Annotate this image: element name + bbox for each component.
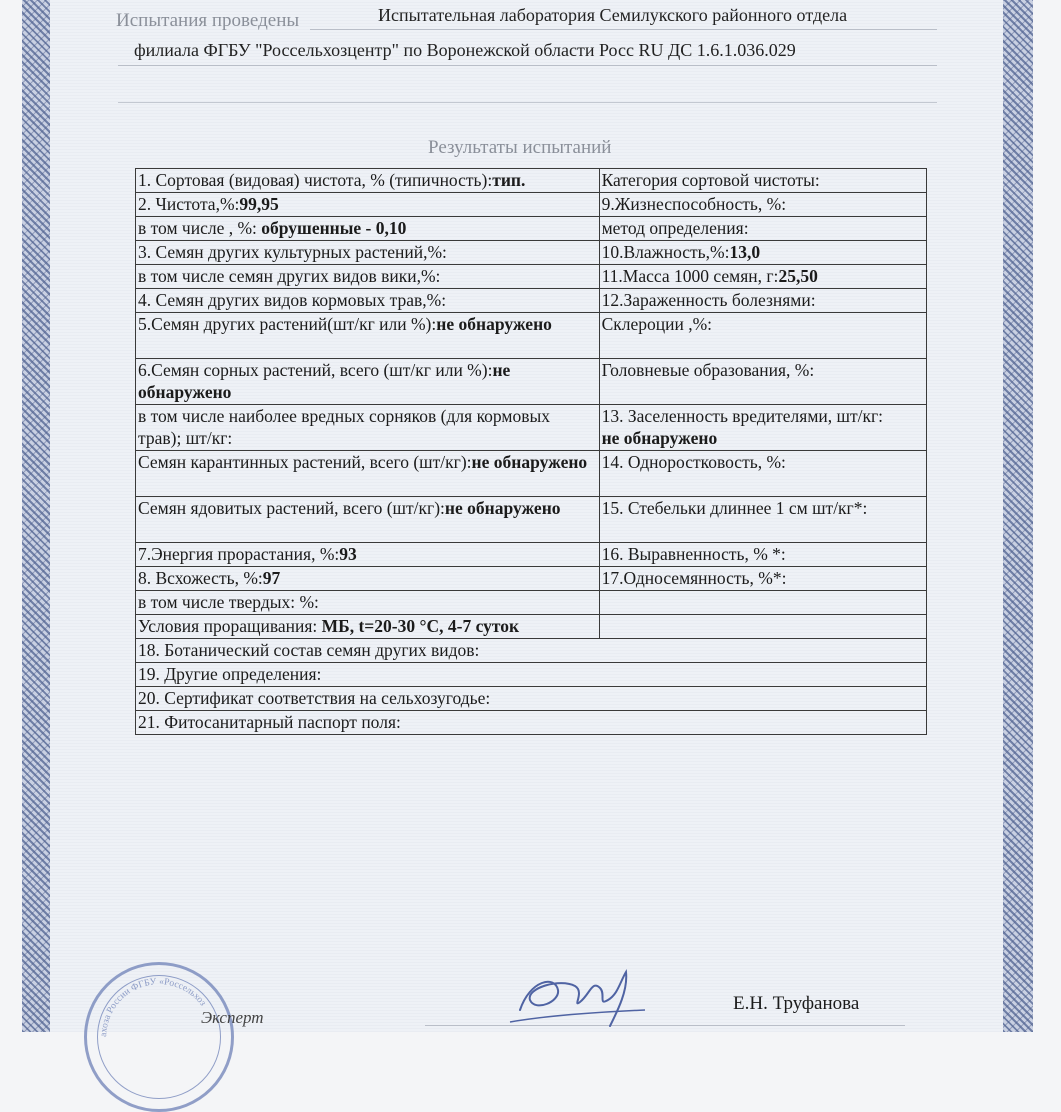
cell-value: не обнаружено: [436, 314, 552, 334]
results-cell-left: [136, 497, 600, 543]
cell-label: 16. Выравненность, % *:: [601, 544, 786, 564]
results-cell-full: 20. Сертификат соответствия на сельхозугодье:: [136, 687, 927, 711]
results-cell-right: [599, 451, 926, 497]
results-cell-left: [136, 265, 600, 289]
cell-label: в том числе семян других видов вики,%:: [138, 266, 441, 286]
results-row: [136, 265, 927, 289]
cell-value: обрушенные - 0,10: [261, 218, 407, 238]
official-stamp: [84, 962, 234, 1112]
cell-value: 97: [262, 568, 281, 588]
cell-label: Условия проращивания:: [138, 616, 322, 636]
results-cell-left: [136, 405, 600, 451]
handwritten-signature: [500, 960, 650, 1032]
results-cell-left: [136, 193, 600, 217]
results-row: [136, 169, 927, 193]
cell-label: в том числе наиболее вредных сорняков (для кормовых трав); шт/кг:: [138, 406, 551, 448]
results-cell-right: [599, 543, 926, 567]
results-cell-right: [599, 289, 926, 313]
results-row-full: [136, 687, 927, 711]
cell-value: не обнаружено: [601, 428, 718, 448]
cell-label: Семян ядовитых растений, всего (шт/кг):: [138, 498, 445, 518]
results-row: [136, 241, 927, 265]
cell-label: в том числе твердых: %:: [138, 592, 319, 612]
results-cell-left: [136, 241, 600, 265]
signature-line: [425, 1025, 905, 1026]
cell-label: 1. Сортовая (видовая) чистота, % (типичность):: [138, 170, 493, 190]
decorative-border-left: [22, 0, 50, 1032]
cell-label: 12.Зараженность болезнями:: [601, 290, 816, 310]
results-cell-left: [136, 359, 600, 405]
cell-label: 3. Семян других культурных растений,%:: [138, 242, 447, 262]
results-row: [136, 615, 927, 639]
results-row: [136, 359, 927, 405]
results-cell-right: [599, 217, 926, 241]
cell-label: 2. Чистота,%:: [138, 194, 240, 214]
results-cell-full: 18. Ботанический состав семян других видов:: [136, 639, 927, 663]
laboratory-name-line2: филиала ФГБУ "Россельхозцентр" по Воронежской области Росс RU ДС 1.6.1.036.029: [134, 40, 796, 60]
results-cell-right: [599, 591, 926, 615]
results-cell-left: [136, 217, 600, 241]
cell-label: 5.Семян других растений(шт/кг или %):: [138, 314, 437, 334]
cell-label: 8. Всхожесть, %:: [138, 568, 263, 588]
results-row: [136, 313, 927, 359]
results-cell-right: [599, 241, 926, 265]
cell-label: 9.Жизнеспособность, %:: [601, 194, 787, 214]
expert-label: Эксперт: [201, 1008, 264, 1027]
results-cell-left: [136, 451, 600, 497]
cell-value: не обнаружено: [444, 498, 561, 518]
cell-value: не обнаружено: [138, 360, 511, 402]
results-cell-right: [599, 497, 926, 543]
results-row: [136, 591, 927, 615]
results-row: [136, 567, 927, 591]
fill-line: [310, 29, 937, 30]
cell-label: 15. Стебельки длиннее 1 см шт/кг*:: [601, 498, 868, 518]
results-row: [136, 405, 927, 451]
fill-line: [118, 65, 937, 66]
results-cell-left: [136, 567, 600, 591]
signer-name: Е.Н. Труфанова: [733, 993, 860, 1014]
tested-by-label: Испытания проведены: [116, 10, 300, 31]
results-cell-right: [599, 193, 926, 217]
cell-label: 13. Заселенность вредителями, шт/кг:: [601, 406, 884, 426]
results-cell-left: [136, 289, 600, 313]
results-cell-right: [599, 615, 926, 639]
results-cell-left: [136, 543, 600, 567]
results-row-full: [136, 639, 927, 663]
cell-value: 99,95: [239, 194, 279, 214]
results-table: [135, 168, 927, 735]
cell-label: 6.Семян сорных растений, всего (шт/кг или %):: [138, 360, 493, 380]
results-row: [136, 497, 927, 543]
results-row: [136, 543, 927, 567]
results-title: Результаты испытаний: [428, 137, 612, 158]
cell-label: 7.Энергия прорастания, %:: [138, 544, 340, 564]
svg-text:ахоза России ФГБУ «Россельхоз: ахоза России ФГБУ «Россельхоз: [98, 976, 209, 1038]
cell-value: 25,50: [778, 266, 818, 286]
stamp-lettering: [87, 965, 231, 1109]
results-cell-left: [136, 615, 600, 639]
cell-label: метод определения:: [601, 218, 749, 238]
results-cell-right: [599, 359, 926, 405]
results-cell-right: [599, 169, 926, 193]
cell-label: 4. Семян других видов кормовых трав,%:: [138, 290, 447, 310]
results-cell-right: [599, 405, 926, 451]
fill-line: [118, 102, 937, 103]
results-cell-right: [599, 567, 926, 591]
results-row: [136, 289, 927, 313]
results-cell-left: [136, 313, 600, 359]
cell-label: 10.Влажность,%:: [601, 242, 730, 262]
results-row-full: [136, 663, 927, 687]
cell-value: не обнаружено: [471, 452, 588, 472]
cell-label: в том числе , %:: [138, 218, 262, 238]
results-cell-left: [136, 169, 600, 193]
results-row-full: [136, 711, 927, 735]
results-cell-right: [599, 313, 926, 359]
cell-value: тип.: [492, 170, 526, 190]
results-cell-right: [599, 265, 926, 289]
cell-label: Семян карантинных растений, всего (шт/кг):: [138, 452, 472, 472]
cell-label: Головневые образования, %:: [601, 360, 815, 380]
cell-label: 14. Однoростковость, %:: [601, 452, 786, 472]
decorative-border-right: [1003, 0, 1033, 1032]
results-row: [136, 217, 927, 241]
results-row: [136, 451, 927, 497]
results-cell-left: [136, 591, 600, 615]
cell-value: МБ, t=20-30 °С, 4-7 суток: [321, 616, 520, 636]
cell-label: 17.Односемянность, %*:: [601, 568, 787, 588]
results-cell-full: 19. Другие определения:: [136, 663, 927, 687]
results-row: [136, 193, 927, 217]
laboratory-name-line1: Испытательная лаборатория Семилукского районного отдела: [378, 5, 848, 25]
cell-label: 11.Масса 1000 семян, г:: [601, 266, 779, 286]
cell-label: Склероции ,%:: [601, 314, 713, 334]
results-cell-full: 21. Фитосанитарный паспорт поля:: [136, 711, 927, 735]
cell-value: 13,0: [729, 242, 761, 262]
cell-value: 93: [339, 544, 357, 564]
cell-label: Категория сортовой чистоты:: [601, 170, 820, 190]
